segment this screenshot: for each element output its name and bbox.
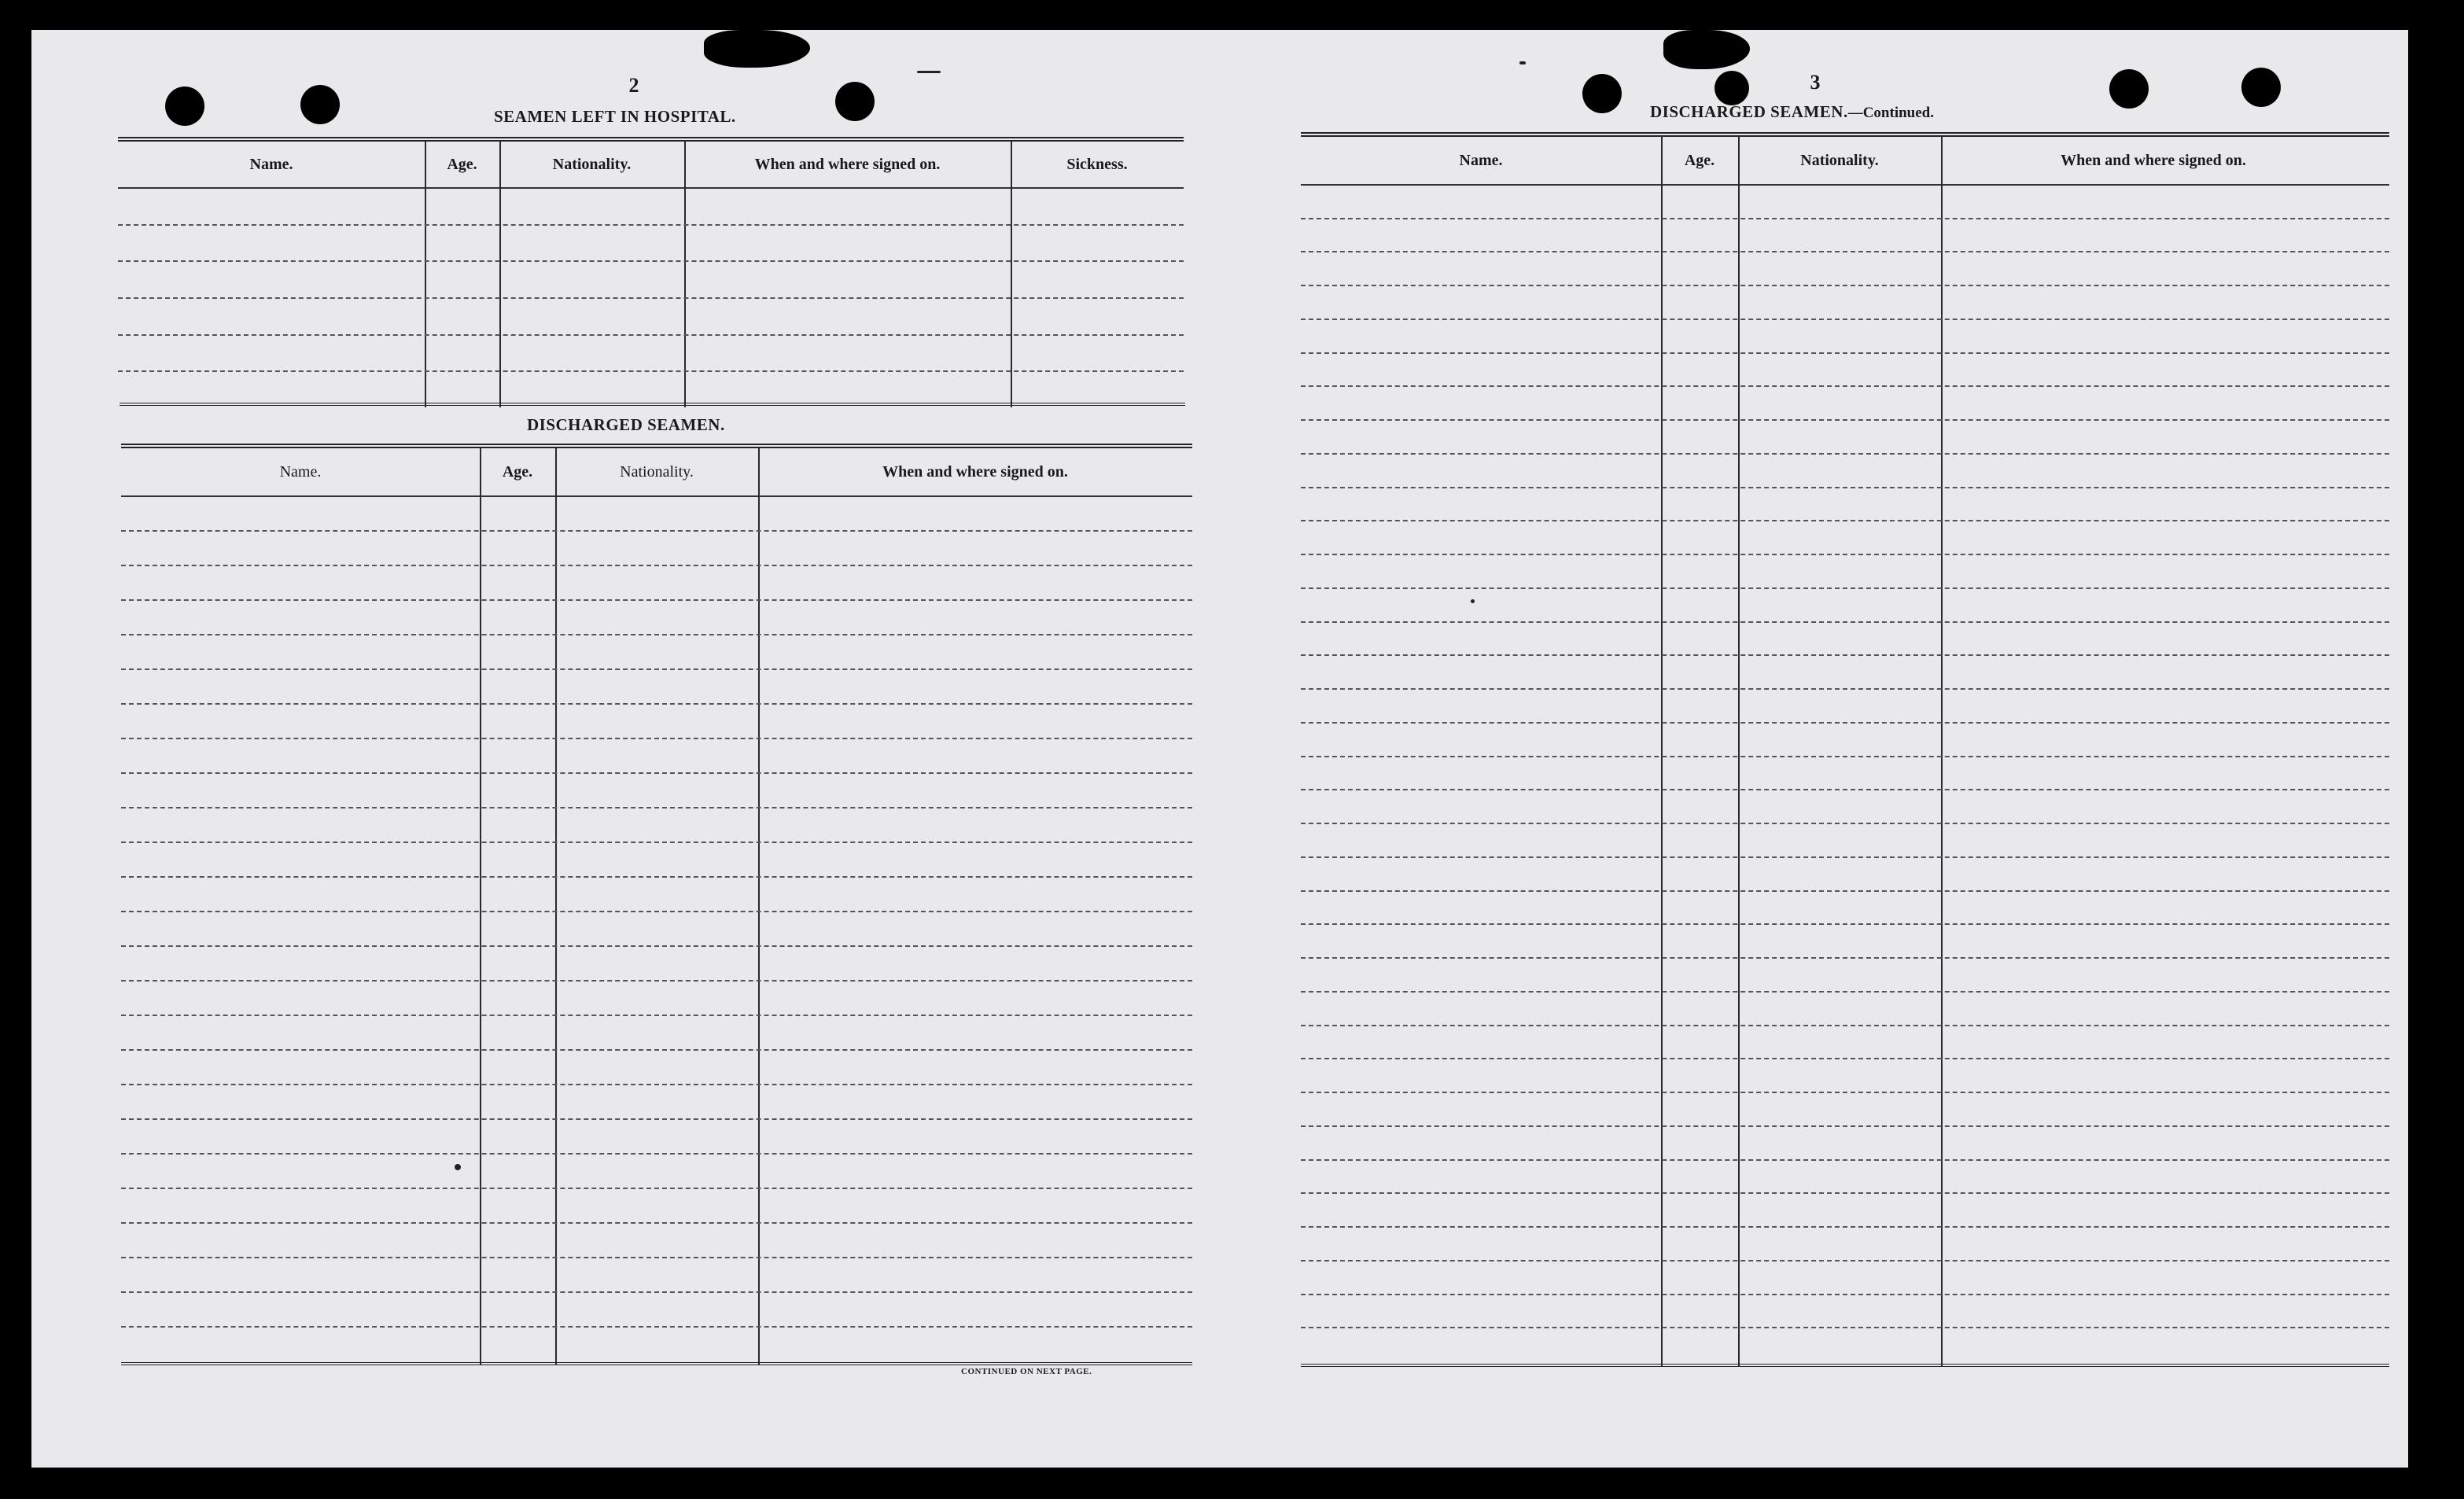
table-row	[1301, 352, 2389, 354]
table-row	[1301, 957, 2389, 959]
discharged-section-title: DISCHARGED SEAMEN.	[527, 415, 725, 434]
column-header-name: Name.	[1459, 151, 1503, 169]
table-row	[1301, 722, 2389, 724]
table-row	[1301, 621, 2389, 623]
table-row	[118, 224, 1184, 226]
table-row	[1301, 991, 2389, 993]
column-header-name: Name.	[249, 155, 293, 173]
page-number-left: 2	[628, 74, 639, 97]
table-row	[121, 738, 1192, 739]
column-header-nationality: Nationality.	[620, 462, 694, 481]
table-row	[121, 565, 1192, 566]
table-row	[121, 1326, 1192, 1328]
table-row	[1301, 554, 2389, 555]
table-row	[121, 876, 1192, 878]
table-row	[121, 703, 1192, 705]
punch-hole	[835, 82, 875, 121]
table-row	[1301, 520, 2389, 521]
table-row	[1301, 890, 2389, 892]
column-header-nationality: Nationality.	[552, 155, 632, 173]
table-row	[1301, 789, 2389, 790]
table-row	[1301, 688, 2389, 690]
table-row	[121, 1257, 1192, 1258]
column-header-age: Age.	[1684, 151, 1715, 169]
table-row	[1301, 453, 2389, 455]
table-row	[1301, 419, 2389, 421]
table-row	[121, 945, 1192, 947]
paper-tear	[1663, 30, 1750, 69]
table-row	[1301, 285, 2389, 286]
column-header-name: Name.	[279, 462, 322, 481]
table-row	[121, 1222, 1192, 1224]
table-row	[121, 911, 1192, 912]
punch-hole	[300, 85, 340, 124]
table-row	[118, 297, 1184, 299]
discharged-continued-title-suffix: —Continued.	[1847, 105, 1934, 121]
table-row	[121, 668, 1192, 670]
table-row	[121, 1084, 1192, 1085]
table-row	[1301, 1025, 2389, 1026]
table-row	[121, 634, 1192, 635]
table-row	[121, 1291, 1192, 1293]
table-row	[121, 530, 1192, 532]
table-row	[121, 1118, 1192, 1120]
table-row	[1301, 1226, 2389, 1228]
column-header-nationality: Nationality.	[1800, 151, 1879, 169]
table-row	[1301, 756, 2389, 757]
table-row	[1301, 1260, 2389, 1261]
table-row	[1301, 319, 2389, 320]
continued-footer: CONTINUED ON NEXT PAGE.	[961, 1367, 1092, 1376]
hospital-section-title: SEAMEN LEFT IN HOSPITAL.	[494, 107, 736, 126]
table-row	[1301, 1192, 2389, 1194]
table-row	[1301, 1092, 2389, 1093]
hospital-table	[118, 137, 1184, 407]
table-row	[1301, 251, 2389, 252]
punch-hole	[2241, 68, 2281, 107]
table-row	[121, 842, 1192, 843]
paper-speck	[455, 1164, 461, 1170]
table-row	[1301, 487, 2389, 488]
discharged-continued-table	[1301, 132, 2389, 1367]
table-row	[121, 599, 1192, 601]
column-header-signed-on: When and where signed on.	[882, 462, 1068, 481]
punch-hole	[1714, 71, 1749, 105]
table-row	[1301, 1327, 2389, 1328]
table-row	[121, 1015, 1192, 1016]
table-row	[1301, 1294, 2389, 1295]
table-row	[1301, 823, 2389, 824]
table-row	[1301, 1125, 2389, 1127]
discharged-table	[121, 444, 1192, 1365]
table-row	[118, 260, 1184, 262]
table-row	[1301, 587, 2389, 589]
punch-hole	[165, 87, 204, 126]
table-row	[1301, 923, 2389, 925]
table-row	[1301, 218, 2389, 219]
discharged-continued-title	[1650, 102, 1934, 122]
table-row	[1301, 856, 2389, 858]
table-row	[1301, 1058, 2389, 1059]
column-header-age: Age.	[447, 155, 477, 173]
document-page	[31, 30, 2408, 1468]
punch-hole	[1582, 74, 1622, 113]
table-row	[121, 1188, 1192, 1189]
table-row	[1301, 385, 2389, 387]
table-row	[121, 772, 1192, 774]
table-row	[1301, 1159, 2389, 1161]
column-header-age: Age.	[502, 462, 533, 481]
discharged-continued-title-main: DISCHARGED SEAMEN.	[1650, 102, 1848, 121]
table-row	[118, 370, 1184, 372]
paper-speck	[1519, 61, 1526, 64]
table-row	[121, 980, 1192, 982]
table-row	[121, 1153, 1192, 1155]
table-row	[121, 1049, 1192, 1051]
paper-speck	[1471, 599, 1475, 603]
page-number-right: 3	[1810, 71, 1821, 94]
table-row	[121, 807, 1192, 808]
punch-hole	[2109, 69, 2149, 109]
paper-speck	[917, 71, 941, 73]
table-row	[1301, 654, 2389, 656]
paper-tear	[704, 30, 810, 68]
column-header-signed-on: When and where signed on.	[2061, 151, 2246, 169]
table-row	[118, 334, 1184, 336]
column-header-signed-on: When and where signed on.	[754, 155, 941, 173]
column-header-sickness: Sickness.	[1066, 155, 1128, 173]
